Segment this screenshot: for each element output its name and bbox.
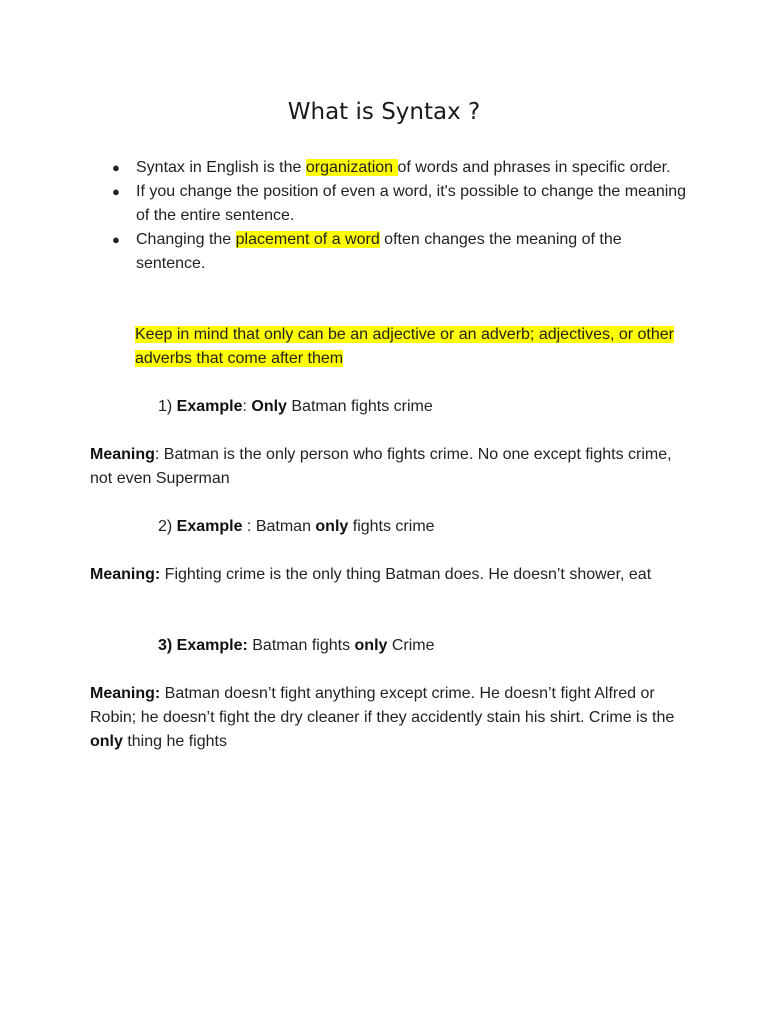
bullet-text: often changes the meaning of the sentence. [136, 231, 622, 272]
example-3 [158, 634, 718, 658]
meaning-bold-word: only [90, 733, 123, 750]
bullet-item [110, 180, 690, 228]
meaning-1 [90, 443, 690, 491]
bullet-dot-icon: ● [112, 160, 120, 175]
bullet-text: Changing the [136, 231, 236, 248]
example-1 [158, 395, 718, 419]
example-sep: : [242, 398, 252, 415]
bullet-item [110, 156, 690, 180]
example-text: Crime [387, 637, 435, 654]
example-number: 2) [158, 518, 177, 535]
meaning-2 [90, 563, 690, 587]
meaning-label: Meaning: [90, 566, 161, 583]
bullet-dot-icon: ● [112, 232, 120, 247]
example-2 [158, 515, 718, 539]
meaning-text: thing he fights [122, 733, 227, 750]
meaning-label: Meaning [90, 446, 155, 463]
example-text: Batman fights [247, 637, 355, 654]
note-text: Keep in mind that only can be an adjective or an adverb; adjectives, or other adverbs that come after them [135, 326, 674, 367]
example-text: : Batman [242, 518, 316, 535]
example-label: Example [176, 518, 243, 535]
meaning-3 [90, 682, 690, 754]
bullet-item [110, 228, 690, 276]
meaning-text: Fighting crime is the only thing Batman does. He doesn’t shower, eat [160, 566, 652, 583]
example-label: Example [176, 398, 243, 415]
bullet-text: If you change the position of even a word, it's possible to change the meaning of the entire sentence. [136, 183, 687, 224]
example-label: 3) Example: [158, 637, 248, 654]
highlighted-text: organization [305, 159, 398, 176]
example-text: Batman fights crime [286, 398, 433, 415]
bullet-text: Syntax in English is the [136, 159, 306, 176]
bullet-list [110, 156, 690, 276]
page-title: What is Syntax ? [287, 99, 481, 125]
example-number: 1) [158, 398, 177, 415]
example-bold-word: Only [251, 398, 287, 415]
meaning-text: Batman doesn’t fight anything except crime. He doesn’t fight Alfred or Robin; he doesn’t fight the dry cleaner if they accidently stain his shirt. Crime is the [90, 685, 675, 726]
highlighted-text: placement of a word [235, 231, 380, 248]
highlighted-note [135, 323, 695, 371]
meaning-text: Batman is the only person who fights crime. No one except fights crime, not even Superman [90, 446, 672, 487]
bullet-dot-icon: ● [112, 184, 120, 199]
meaning-sep: : [154, 446, 164, 463]
example-text: fights crime [348, 518, 435, 535]
example-bold-word: only [354, 637, 388, 654]
bullet-text: of words and phrases in specific order. [397, 159, 671, 176]
meaning-label: Meaning: [90, 685, 161, 702]
example-bold-word: only [315, 518, 349, 535]
